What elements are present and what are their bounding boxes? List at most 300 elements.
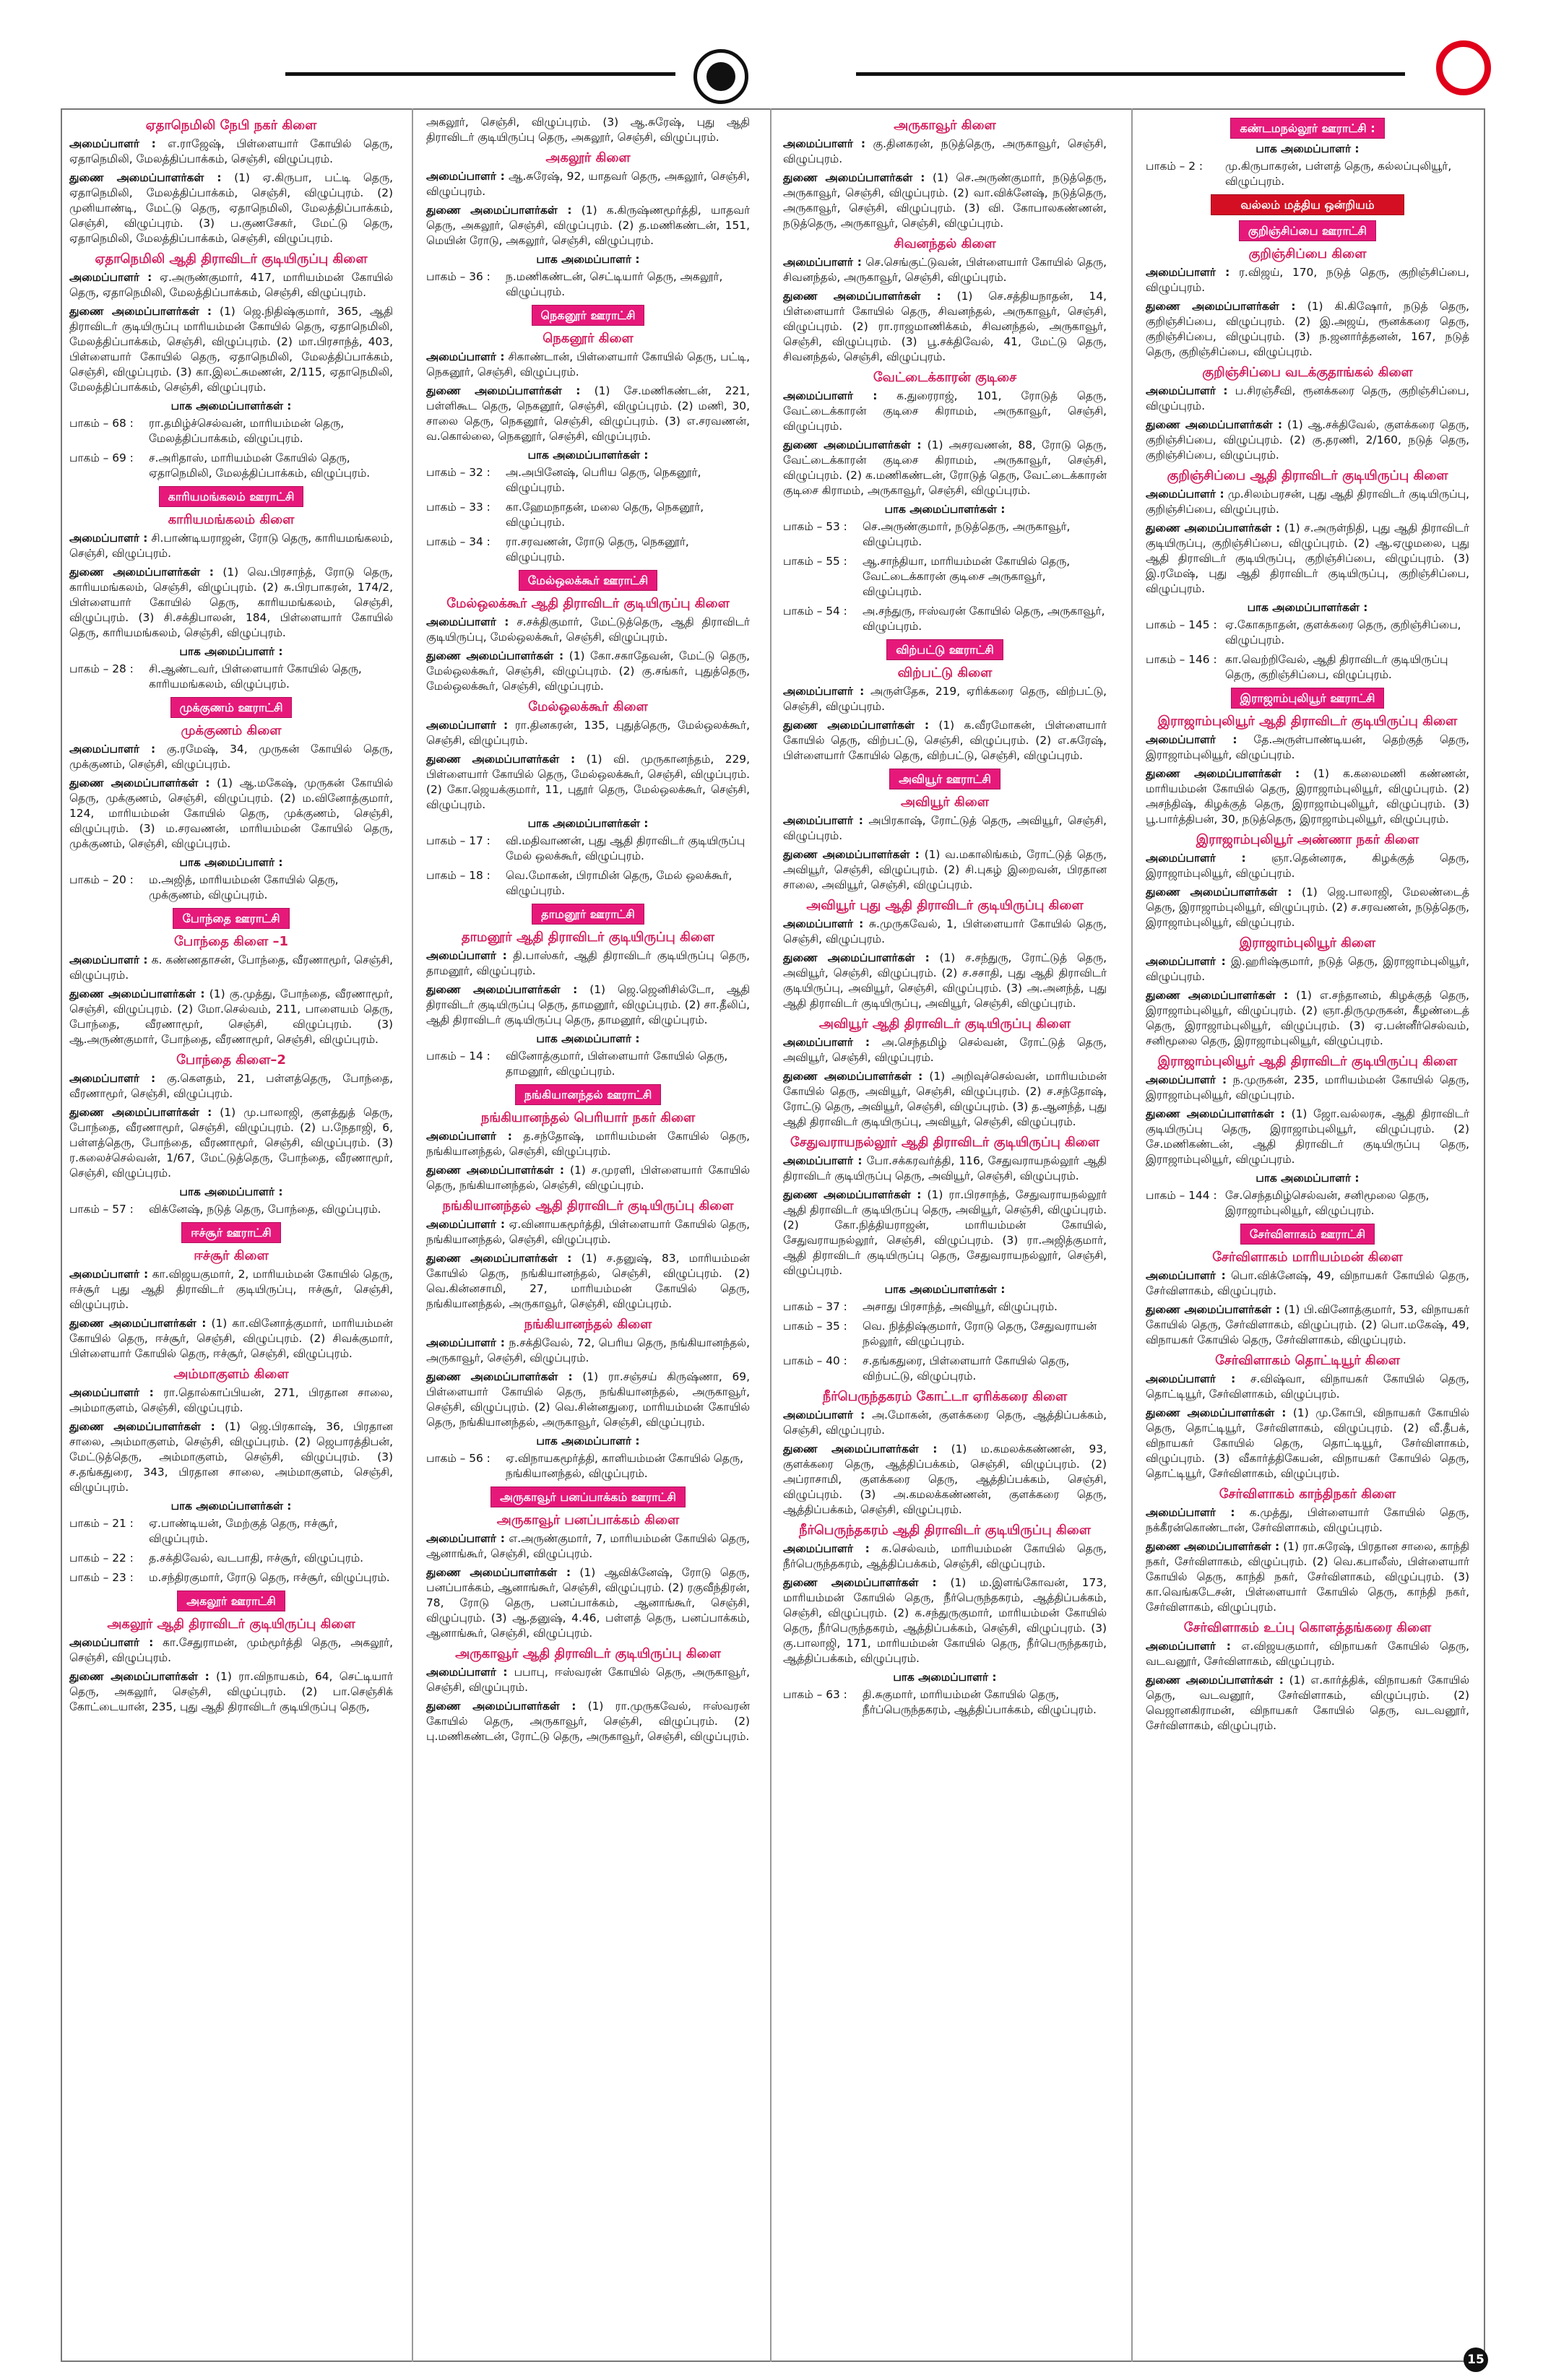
organizer-entry bbox=[1146, 1539, 1469, 1615]
booth-organizer-details: செ.அருண்குமார், நடுத்தெரு, அருகாவூர், விழுப்புரம். bbox=[863, 520, 1071, 548]
booth-organizers-heading: பாக அமைப்பாளர்கள் : bbox=[884, 503, 1006, 516]
booth-entry bbox=[426, 1049, 750, 1079]
organizer-entry bbox=[783, 847, 1107, 893]
organizer-role: அமைப்பாளர் : bbox=[426, 719, 509, 732]
organizer-details: செ.செங்குட்டுவன், பிள்ளையார் கோயில் தெரு, சிவனந்தல், அருகாவூர், செஞ்சி, விழுப்புரம். bbox=[783, 256, 1107, 284]
booth-organizer-details: கா.ஹேமநாதன், மலை தெரு, நெகனூர், விழுப்புரம். bbox=[506, 501, 704, 529]
organizer-entry bbox=[69, 531, 393, 561]
organizer-role: அமைப்பாளர் : bbox=[783, 137, 866, 150]
organizer-role: துணை அமைப்பாளர்கள் : bbox=[1146, 767, 1300, 780]
organizer-entry bbox=[426, 752, 750, 813]
booth-entry bbox=[426, 535, 750, 565]
organizer-entry bbox=[426, 1699, 750, 1744]
organizer-role: அமைப்பாளர் : bbox=[1146, 733, 1237, 746]
organizer-details: ஏ.அருண்குமார், 417, மாரியம்மன் கோயில் தெரு, ஏதாநெமிலி, மேலத்திப்பாக்கம், செஞ்சி, விழுப்புரம். bbox=[69, 271, 393, 299]
organizer-details: சிகாண்டான், பிள்ளையார் கோயில் தெரு, பட்டி, நெகனூர், செஞ்சி, விழுப்புரம். bbox=[426, 350, 750, 378]
organizer-details: (1) ஜெ.பிரகாஷ், 36, பிரதான சாலை, அம்மாகுளம், செஞ்சி, விழுப்புரம். (2) ஜெபாரத்திபன், மேட்டுத்தெரு, அம்மாகுளம், செஞ்சி, விழுப்புரம். (3) ச.தங்கதுரை, 343, பிரதான சாலை, அம்மாகுளம், செஞ்சி, விழுப்புரம். bbox=[69, 1420, 393, 1494]
organizer-entry bbox=[1146, 732, 1469, 763]
organizer-entry bbox=[426, 1369, 750, 1430]
organizer-details: அ.மோகன், குளக்கரை தெரு, ஆத்திப்பக்கம், செஞ்சி, விழுப்புரம். bbox=[783, 1408, 1107, 1437]
booth-entry bbox=[783, 554, 1107, 600]
organizer-details: (1) ஏ.கிருபா, பட்டி தெரு, ஏதாநெமிலி, மேலத்திப்பாக்கம், செஞ்சி, விழுப்புரம். (2) முனியாண்டி, மேட்டு தெரு, ஏதாநெமிலி, மேலத்திப்பாக்கம், செஞ்சி, விழுப்புரம். (3) ப.குணசேகர், மேட்டு தெரு, ஏதாநெமிலி, மேலத்திப்பாக்கம், செஞ்சி, விழுப்புரம். bbox=[69, 171, 393, 245]
organizer-role: அமைப்பாளர் : bbox=[69, 1268, 149, 1281]
booth-number: பாகம் – 146 : bbox=[1146, 653, 1217, 666]
booth-number: பாகம் – 37 : bbox=[783, 1300, 847, 1313]
organizer-entry bbox=[1146, 1673, 1469, 1734]
organizer-entry bbox=[69, 776, 393, 852]
organizer-entry bbox=[1146, 1073, 1469, 1103]
organizer-entry bbox=[426, 1217, 750, 1247]
column-3 bbox=[783, 113, 1107, 2348]
branch-title: நெகனூர் கிளை bbox=[543, 331, 634, 346]
organizer-entry bbox=[426, 948, 750, 979]
organizer-entry bbox=[426, 1163, 750, 1193]
organizer-role: அமைப்பாளர் : bbox=[1146, 852, 1246, 865]
booth-number: பாகம் – 40 : bbox=[783, 1354, 847, 1367]
organizer-details: (1) எ.கார்த்திக், விநாயகர் கோயில் தெரு, வடவனூர், சேர்விளாகம், விழுப்புரம். (2) வெஜானகிராமன், விநாயகர் கோயில் தெரு, வடவனூர், சேர்விளாகம், விழுப்புரம். bbox=[1146, 1674, 1469, 1732]
organizer-entry bbox=[1146, 1268, 1469, 1299]
organizer-details: (1) ஜெ.நிதிஷ்குமார், 365, ஆதி திராவிடர் குடியிருப்பு மாரியம்மன் கோயில் தெரு, ஏதாநெமிலி, மேலத்திப்பாக்கம், செஞ்சி, விழுப்புரம். (2) மா.பிரசாந்த், 403, பிள்ளையார் கோயில் தெரு, ஏதாநெமிலி, மேலத்திப்பாக்கம், செஞ்சி, விழுப்புரம். (3) கா.இலட்சுமணன், 2/115, ஏதாநெமிலி, மேலத்திப்பாக்கம், செஞ்சி, விழுப்புரம். bbox=[69, 305, 393, 394]
organizer-details: (1) வெ.பிரசாந்த், ரோடு தெரு, காரியமங்கலம், செஞ்சி, விழுப்புரம். (2) சு.பிரபாகரன், 174/2, பிள்ளையார் கோயில் தெரு, காரியமங்கலம், செஞ்சி, விழுப்புரம். (3) சி.சக்திபாலன், 184, பிள்ளையார் கோயில் தெரு, காரியமங்கலம், செஞ்சி, விழுப்புரம். bbox=[69, 566, 393, 639]
booth-number: பாகம் – 32 : bbox=[426, 466, 490, 479]
organizer-details: (1) ஜெ.ஜெனிசில்டோ, ஆதி திராவிடர் குடியிருப்பு தெரு, தாமனூர், விழுப்புரம். (2) சா.தீலிப், ஆதி திராவிடர் குடியிருப்பு தெரு, தாமனூர், விழுப்புரம். bbox=[426, 983, 750, 1026]
booth-entry bbox=[426, 269, 750, 300]
organizer-role: துணை அமைப்பாளர்கள் : bbox=[783, 171, 925, 184]
organizer-entry bbox=[426, 718, 750, 748]
booth-entry bbox=[1146, 618, 1469, 648]
organizer-role: அமைப்பாளர் : bbox=[783, 1542, 870, 1555]
branch-title: அவியூர் ஆதி திராவிடர் குடியிருப்பு கிளை bbox=[818, 1016, 1071, 1031]
organizer-entry bbox=[426, 115, 750, 145]
column-divider bbox=[1131, 108, 1133, 2362]
organizer-details: ந.முருகன், 235, மாரியம்மன் கோயில் தெரு, இராஜாம்புலியூர், விழுப்புரம். bbox=[1146, 1073, 1469, 1102]
booth-organizer-details: ரா.தமிழ்ச்செல்வன், மாரியம்மன் தெரு, மேலத்திப்பாக்கம், விழுப்புரம். bbox=[149, 417, 345, 445]
organizer-details: (1) கு.முத்து, போந்தை, வீரணாமூர், செஞ்சி, விழுப்புரம். (2) மோ.செல்வம், 211, பாளையம் தெரு, போந்தை, வீரணாமூர், செஞ்சி, விழுப்புரம். (3) ஆ.அருண்குமார், போந்தை, வீரணாமூர், செஞ்சி, விழுப்புரம். bbox=[69, 987, 393, 1046]
organizer-entry bbox=[783, 438, 1107, 498]
branch-title: நங்கியானந்தல் கிளை bbox=[524, 1317, 652, 1332]
organizer-entry bbox=[1146, 1107, 1469, 1167]
panchayat-heading bbox=[69, 1222, 393, 1243]
booth-organizers-heading: பாக அமைப்பாளர்கள் : bbox=[527, 449, 649, 462]
organizer-role: துணை அமைப்பாளர்கள் : bbox=[426, 204, 572, 217]
organizer-entry bbox=[69, 1419, 393, 1495]
organizer-role: அமைப்பாளர் : bbox=[1146, 1372, 1236, 1385]
organizer-role: துணை அமைப்பாளர்கள் : bbox=[783, 951, 930, 964]
organizer-role: அமைப்பாளர் : bbox=[426, 1532, 505, 1545]
branch-title: அருகாவூர் ஆதி திராவிடர் குடியிருப்பு கிளை bbox=[455, 1646, 721, 1661]
organizer-entry bbox=[1146, 417, 1469, 463]
organizer-details: கு.கௌதம், 21, பள்ளத்தெரு, போந்தை, வீரணாமூர், செஞ்சி, விழுப்புரம். bbox=[69, 1072, 393, 1100]
booth-number: பாகம் – 17 : bbox=[426, 834, 490, 847]
organizer-role: அமைப்பாளர் : bbox=[426, 350, 505, 363]
booth-number: பாகம் – 23 : bbox=[69, 1571, 134, 1584]
organizer-role: துணை அமைப்பாளர்கள் : bbox=[1146, 989, 1289, 1002]
panchayat-heading bbox=[783, 769, 1107, 789]
booth-entry bbox=[426, 465, 750, 496]
organizer-role: அமைப்பாளர் : bbox=[1146, 1269, 1226, 1282]
organizer-role: அமைப்பாளர் : bbox=[69, 1386, 154, 1399]
booth-number: பாகம் – 54 : bbox=[783, 605, 847, 618]
branch-title: இராஜாம்புலியூர் அண்ணா நகர் கிளை bbox=[1196, 832, 1419, 847]
booth-number: பாகம் – 68 : bbox=[69, 417, 134, 430]
organizer-details: (1) எ.சந்தானம், கிழக்குத் தெரு, இராஜாம்புலியூர், விழுப்புரம். (2) ஞா.திருமுருகன், கீழண்டைத் தெரு, இராஜாம்புலியூர், விழுப்புரம். (3) ஏ.பன்னீர்செல்வம், சனிமூலை தெரு, இராஜாம்புலியூர், விழுப்புரம். bbox=[1146, 989, 1469, 1047]
organizer-details: எ.அருண்குமார், 7, மாரியம்மன் கோயில் தெரு, ஆனாங்கூர், செஞ்சி, விழுப்புரம். bbox=[426, 1532, 750, 1560]
organizer-role: அமைப்பாளர் : bbox=[69, 743, 156, 756]
booth-entry bbox=[783, 1319, 1107, 1349]
organizer-entry bbox=[426, 203, 750, 248]
panchayat-heading bbox=[69, 1591, 393, 1611]
booth-entry bbox=[783, 519, 1107, 550]
organizer-role: அமைப்பாளர் : bbox=[783, 917, 864, 930]
organizer-entry bbox=[426, 384, 750, 444]
organizer-entry bbox=[783, 1154, 1107, 1184]
booth-number: பாகம் – 35 : bbox=[783, 1320, 847, 1333]
organizer-entry bbox=[1146, 885, 1469, 930]
organizer-entry bbox=[69, 270, 393, 300]
organizer-details: (1) க.கலைமணி கண்ணன், மாரியம்மன் கோயில் தெரு, இராஜாம்புலியூர், விழுப்புரம். (2) அசந்திஷ், கிழக்குத் தெரு, இராஜாம்புலியூர், விழுப்புரம். (3) பூ.பார்த்திபன், 30, நடுத்தெரு, இராஜாம்புலியூர், விழுப்புரம். bbox=[1146, 767, 1469, 826]
organizer-role: அமைப்பாளர் : bbox=[783, 1036, 870, 1049]
booth-organizer-details: ந.மணிகண்டன், செட்டியார் தெரு, அகலூர், விழுப்புரம். bbox=[506, 270, 723, 298]
organizer-entry bbox=[783, 1541, 1107, 1572]
column-2 bbox=[426, 113, 750, 2348]
booth-organizer-details: வெ.மோகன், பிராமின் தெரு, மேல் ஒலக்கூர், விழுப்புரம். bbox=[506, 869, 732, 897]
organizer-details: எ.ராஜேஷ், பிள்ளையார் கோயில் தெரு, ஏதாநெமிலி, மேலத்திப்பாக்கம், செஞ்சி, விழுப்புரம். bbox=[69, 137, 393, 165]
booth-organizer-details: ஏ.பாண்டியன், மேற்குத் தெரு, ஈச்சூர், விழுப்புரம். bbox=[149, 1517, 338, 1545]
panchayat-heading-label: கண்டமநல்லூர் ஊராட்சி : bbox=[1230, 118, 1384, 139]
organizer-entry bbox=[69, 304, 393, 395]
panchayat-heading-label: விற்பட்டு ஊராட்சி bbox=[886, 639, 1003, 660]
organizer-entry bbox=[426, 1251, 750, 1312]
organizer-role: துணை அமைப்பாளர்கள் : bbox=[1146, 1303, 1281, 1316]
organizer-details: த.சந்தோஷ், மாரியம்மன் கோயில் தெரு, நங்கியானந்தல், செஞ்சி, விழுப்புரம். bbox=[426, 1130, 750, 1158]
booth-organizers-heading: பாக அமைப்பாளர்கள் : bbox=[170, 399, 292, 412]
organizer-role: துணை அமைப்பாளர்கள் : bbox=[1146, 1540, 1280, 1553]
panchayat-heading-label: காரியமங்கலம் ஊராட்சி bbox=[159, 486, 304, 507]
branch-title: போந்தை கிளை –1 bbox=[174, 934, 288, 949]
page-number: 15 bbox=[1464, 2347, 1488, 2372]
booth-organizer-details: ஆ.சாந்தியா, மாரியம்மன் கோயில் தெரு, வேட்டைக்காரன் குடிசை அருகாவூர், விழுப்புரம். bbox=[863, 555, 1071, 598]
booth-entry bbox=[69, 451, 393, 481]
organizer-details: (1) கா.வினோத்குமார், மாரியம்மன் கோயில் தெரு, ஈச்சூர், செஞ்சி, விழுப்புரம். (2) சிவக்குமார், பிள்ளையார் கோயில் தெரு, ஈச்சூர், செஞ்சி, விழுப்புரம். bbox=[69, 1317, 393, 1360]
organizer-role: அமைப்பாளர் : bbox=[1146, 1640, 1231, 1653]
organizer-details: (1) ஜோ.வல்லரசு, ஆதி திராவிடர் குடியிருப்பு தெரு, இராஜாம்புலியூர், விழுப்புரம். (2) சே.மணிகண்டன், ஆதி திராவிடர் குடியிருப்பு தெரு, இராஜாம்புலியூர், விழுப்புரம். bbox=[1146, 1107, 1469, 1166]
organizer-details: தி.பாஸ்கர், ஆதி திராவிடர் குடியிருப்பு தெரு, தாமனூர், விழுப்புரம். bbox=[426, 949, 750, 977]
organizer-entry bbox=[783, 1408, 1107, 1438]
panchayat-heading-label: இராஜாம்புலியூர் ஊராட்சி bbox=[1231, 688, 1385, 709]
organizer-entry bbox=[426, 982, 750, 1028]
organizer-role: துணை அமைப்பாளர்கள் : bbox=[1146, 886, 1292, 899]
organizer-entry bbox=[783, 1575, 1107, 1666]
organizer-entry bbox=[69, 742, 393, 772]
organizer-role: அமைப்பாளர் : bbox=[426, 170, 505, 183]
organizer-details: க.செல்வம், மாரியம்மன் கோயில் தெரு, நீர்பெருந்தகரம், ஆத்திப்பக்கம், செஞ்சி, விழுப்புரம். bbox=[783, 1542, 1107, 1570]
organizer-role: துணை அமைப்பாளர்கள் : bbox=[426, 384, 581, 397]
organizer-role: துணை அமைப்பாளர்கள் : bbox=[1146, 1674, 1284, 1687]
organizer-details: (1) ஆ.மகேஷ், முருகன் கோயில் தெரு, முக்குணம், செஞ்சி, விழுப்புரம். (2) ம.வினோத்குமார், 124, மாரியம்மன் கோயில் தெரு, முக்குணம், செஞ்சி, விழுப்புரம். (3) ம.சரவணன், மாரியம்மன் கோயில் தெரு, முக்குணம், செஞ்சி, விழுப்புரம். bbox=[69, 776, 393, 850]
panchayat-heading-label: தாமனூர் ஊராட்சி bbox=[532, 904, 644, 925]
booth-number: பாகம் – 21 : bbox=[69, 1517, 134, 1530]
organizer-details: (1) ஆவிக்னேஷ், ரோடு தெரு, பனப்பாக்கம், ஆனாங்கூர், செஞ்சி, விழுப்புரம். (2) ரகுவீந்திரன், 78, ரோடு தெரு, பனப்பாக்கம், ஆனாங்கூர், செஞ்சி, விழுப்புரம். (3) ஆ.தனுஷ், 4.46, பள்ளத் தெரு, பனப்பாக்கம், ஆனாங்கூர், செஞ்சி, விழுப்புரம். bbox=[426, 1566, 750, 1640]
booth-number: பாகம் – 56 : bbox=[426, 1452, 490, 1465]
booth-number: பாகம் – 20 : bbox=[69, 873, 134, 886]
branch-title: மேல்ஒலக்கூர் ஆதி திராவிடர் குடியிருப்பு கிளை bbox=[446, 596, 730, 611]
organizer-role: துணை அமைப்பாளர்கள் : bbox=[1146, 522, 1281, 535]
panchayat-heading bbox=[69, 908, 393, 929]
organizer-details: தே.அருள்பாண்டியன், தெற்குத் தெரு, இராஜாம்புலியூர், விழுப்புரம். bbox=[1146, 733, 1469, 761]
organizer-entry bbox=[69, 1635, 393, 1666]
organizer-details: (1) ஆ.சக்திவேல், குளக்கரை தெரு, குறிஞ்சிப்பை, விழுப்புரம். (2) கு.தரணி, 2/160, நடுத் தெரு, குறிஞ்சிப்பை, விழுப்புரம். bbox=[1146, 418, 1469, 462]
organizer-role: துணை அமைப்பாளர்கள் : bbox=[783, 1070, 923, 1083]
organizer-entry bbox=[1146, 1302, 1469, 1348]
organizer-details: எ.விஜயகுமார், விநாயகர் கோயில் தெரு, வடவனூர், சேர்விளாகம், விழுப்புரம். bbox=[1146, 1640, 1469, 1668]
column-1 bbox=[69, 113, 393, 2348]
organizer-role: துணை அமைப்பாளர்கள் : bbox=[69, 1106, 212, 1119]
booth-organizers-heading: பாக அமைப்பாளர் : bbox=[179, 856, 283, 869]
column-divider bbox=[412, 108, 413, 2362]
branch-title: சேர்விளாகம் காந்திநகர் கிளை bbox=[1219, 1487, 1396, 1502]
party-logo-icon bbox=[693, 49, 748, 104]
branch-title: சேர்விளாகம் மாரியம்மன் கிளை bbox=[1212, 1250, 1403, 1265]
booth-entry bbox=[783, 1687, 1107, 1718]
organizer-entry bbox=[783, 1442, 1107, 1518]
booth-number: பாகம் – 63 : bbox=[783, 1688, 847, 1701]
organizer-details: கு.ரமேஷ், 34, முருகன் கோயில் தெரு, முக்குணம், செஞ்சி, விழுப்புரம். bbox=[69, 743, 393, 771]
organizer-role: துணை அமைப்பாளர்கள் : bbox=[426, 649, 564, 662]
organizer-entry bbox=[1146, 1406, 1469, 1481]
organizer-entry bbox=[1146, 384, 1469, 414]
panchayat-heading bbox=[1146, 1224, 1469, 1245]
organizer-entry bbox=[426, 649, 750, 694]
panchayat-heading-label: வல்லம் மத்திய ஒன்றியம் bbox=[1211, 194, 1404, 215]
panchayat-heading-label: நெகனூர் ஊராட்சி bbox=[532, 305, 645, 326]
booth-entry bbox=[426, 868, 750, 899]
branch-title: குறிஞ்சிப்பை ஆதி திராவிடர் குடியிருப்பு கிளை bbox=[1167, 468, 1448, 483]
booth-organizer-details: ச.தங்கதுரை, பிள்ளையார் கோயில் தெரு, விற்பட்டு, விழுப்புரம். bbox=[863, 1354, 1070, 1382]
organizer-entry bbox=[426, 1565, 750, 1641]
organizer-entry bbox=[783, 718, 1107, 763]
booth-organizer-details: அ.சந்துரு, ஈஸ்வரன் கோயில் தெரு, அருகாவூர், விழுப்புரம். bbox=[863, 605, 1105, 633]
organizer-details: (1) ச.முரளி, பிள்ளையார் கோயில் தெரு, நங்கியானந்தல், செஞ்சி, விழுப்புரம். bbox=[426, 1164, 750, 1192]
panchayat-heading bbox=[426, 305, 750, 326]
organizer-role: துணை அமைப்பாளர்கள் : bbox=[783, 1188, 922, 1201]
booth-number: பாகம் – 69 : bbox=[69, 451, 134, 464]
organizer-role: அமைப்பாளர் : bbox=[69, 137, 156, 150]
organizer-details: (1) க.வீரமோகன், பிள்ளையார் கோயில் தெரு, விற்பட்டு, செஞ்சி, விழுப்புரம். (2) எ.சுரேஷ், பிள்ளையார் கோயில் தெரு, விற்பட்டு, செஞ்சி, விழுப்புரம். bbox=[783, 719, 1107, 762]
booth-organizer-details: ம.சந்திரகுமார், ரோடு தெரு, ஈச்சூர், விழுப்புரம். bbox=[149, 1571, 390, 1584]
booth-entry bbox=[69, 1516, 393, 1546]
booth-number: பாகம் – 34 : bbox=[426, 535, 490, 548]
organizer-role: அமைப்பாளர் : bbox=[426, 615, 509, 628]
organizer-role: அமைப்பாளர் : bbox=[1146, 384, 1228, 397]
branch-title: அருகாவூர் கிளை bbox=[894, 118, 996, 133]
panchayat-heading-label: அகலூர் ஊராட்சி bbox=[177, 1591, 285, 1611]
organizer-role: துணை அமைப்பாளர்கள் : bbox=[69, 776, 210, 789]
organizer-role: அமைப்பாளர் : bbox=[69, 532, 148, 545]
branch-title: நங்கியானந்தல் ஆதி திராவிடர் குடியிருப்பு கிளை bbox=[442, 1198, 734, 1213]
organizer-entry bbox=[69, 1105, 393, 1181]
panchayat-heading bbox=[426, 570, 750, 591]
branch-title: இராஜாம்புலியூர் ஆதி திராவிடர் குடியிருப்பு கிளை bbox=[1157, 1054, 1458, 1069]
branch-title: ஏதாநெமிலி ஆதி திராவிடர் குடியிருப்பு கிளை bbox=[95, 251, 368, 267]
branch-title: நீர்பெருந்தகரம் கோட்டா ஏரிக்கரை கிளை bbox=[822, 1389, 1068, 1404]
branch-title: மேல்ஒலக்கூர் கிளை bbox=[528, 699, 648, 714]
organizer-details: (1) வி. முருகானந்தம், 229, பிள்ளையார் கோயில் தெரு, மேல்ஒலக்கூர், செஞ்சி, விழுப்புரம். (2) கோ.ஜெயக்குமார், 11, புதூர் தெரு, மேல்ஒலக்கூர், செஞ்சி, விழுப்புரம். bbox=[426, 753, 750, 811]
organizer-entry bbox=[69, 1385, 393, 1416]
organizer-details: சு.முருகவேல், 1, பிள்ளையார் கோயில் தெரு, செஞ்சி, விழுப்புரம். bbox=[783, 917, 1107, 945]
organizer-details: (1) செ.சத்தியநாதன், 14, பிள்ளையார் கோயில் தெரு, சிவனந்தல், அருகாவூர், செஞ்சி, விழுப்புரம். (2) ரா.ராஜமாணிக்கம், சிவனந்தல், அருகாவூர், செஞ்சி, விழுப்புரம். (3) பூ.சக்திவேல், 41, மேட்டு தெரு, சிவனந்தல், செஞ்சி, விழுப்புரம். bbox=[783, 290, 1107, 363]
branch-title: அவியூர் கிளை bbox=[900, 795, 990, 810]
panchayat-heading-label: அருகாவூர் பனப்பாக்கம் ஊராட்சி bbox=[490, 1487, 686, 1507]
booth-organizer-details: வெ. நித்திஷ்குமார், ரோடு தெரு, சேதுவராயன் நல்லூர், விழுப்புரம். bbox=[863, 1320, 1097, 1348]
panchayat-heading bbox=[69, 486, 393, 507]
organizer-details: ஞா.தென்னரசு, கிழக்குத் தெரு, இராஜாம்புலியூர், விழுப்புரம். bbox=[1146, 852, 1469, 880]
organizer-entry bbox=[783, 1069, 1107, 1130]
panchayat-heading-label: மேல்ஒலக்கூர் ஊராட்சி bbox=[519, 570, 657, 591]
booth-entry bbox=[69, 662, 393, 692]
booth-entry bbox=[426, 834, 750, 864]
booth-organizer-details: கா.வெற்றிவேல், ஆதி திராவிடர் குடியிருப்பு தெரு, குறிஞ்சிப்பை, விழுப்புரம். bbox=[1225, 653, 1448, 681]
booth-organizer-details: சே.செந்தமிழ்செல்வன், சனிமூலை தெரு, இராஜாம்புலியூர், விழுப்புரம். bbox=[1225, 1189, 1430, 1217]
organizer-entry bbox=[1146, 954, 1469, 985]
booth-entry bbox=[69, 873, 393, 903]
booth-number: பாகம் – 144 : bbox=[1146, 1189, 1217, 1202]
booth-organizer-details: சி.ஆண்டவர், பிள்ளையார் கோயில் தெரு, காரியமங்கலம், விழுப்புரம். bbox=[149, 662, 362, 691]
organizer-role: அமைப்பாளர் : bbox=[1146, 955, 1226, 968]
organizer-role: அமைப்பாளர் : bbox=[783, 256, 862, 269]
panchayat-heading-label: போந்தை ஊராட்சி bbox=[173, 908, 289, 929]
branch-title: இராஜாம்புலியூர் ஆதி திராவிடர் குடியிருப்பு கிளை bbox=[1157, 714, 1458, 729]
organizer-details: க.துரைராஜ், 101, ரோடுத் தெரு, வேட்டைக்காரன் குடிசை கிராமம், அருகாவூர், செஞ்சி, விழுப்புரம். bbox=[783, 389, 1107, 433]
panchayat-heading-label: குறிஞ்சிப்பை ஊராட்சி bbox=[1239, 220, 1376, 241]
booth-entry bbox=[69, 1202, 393, 1217]
booth-organizer-details: அ.அபினேஷ், பெரிய தெரு, நெகனூர், விழுப்புரம். bbox=[506, 466, 701, 494]
organizer-role: துணை அமைப்பாளர்கள் : bbox=[426, 1252, 572, 1265]
organizer-role: துணை அமைப்பாளர்கள் : bbox=[783, 1442, 938, 1455]
branch-title: வேட்டைக்காரன் குடிசை bbox=[873, 370, 1017, 385]
organizer-details: ப.சிரஞ்சீவி, ரூனக்கரை தெரு, குறிஞ்சிப்பை, விழுப்புரம். bbox=[1146, 384, 1469, 412]
organizer-details: (1) வ.மகாலிங்கம், ரோட்டுத் தெரு, அவியூர், செஞ்சி, விழுப்புரம். (2) சி.புகழ் இறைவன், பிரதான சாலை, அவியூர், செஞ்சி, விழுப்புரம். bbox=[783, 848, 1107, 891]
booth-number: பாகம் – 22 : bbox=[69, 1552, 134, 1565]
organizer-details: (1) அசரவணன், 88, ரோடு தெரு, வேட்டைக்காரன் குடிசை கிராமம், அருகாவூர், செஞ்சி, விழுப்புரம். (2) க.மணிகண்டன், ரோடுத் தெரு, வேட்டைக்காரன் குடிசை கிராமம், அருகாவூர், செஞ்சி, விழுப்புரம். bbox=[783, 438, 1107, 497]
organizer-details: மு.சிலம்பரசன், புது ஆதி திராவிடர் குடியிருப்பு, குறிஞ்சிப்பை, விழுப்புரம். bbox=[1146, 488, 1469, 516]
booth-entry bbox=[1146, 652, 1469, 683]
organizer-entry bbox=[1146, 1639, 1469, 1669]
panchayat-heading bbox=[426, 1084, 750, 1105]
booth-entry bbox=[69, 1551, 393, 1566]
branch-title: அவியூர் புது ஆதி திராவிடர் குடியிருப்பு கிளை bbox=[806, 898, 1084, 913]
organizer-entry bbox=[783, 813, 1107, 844]
header-rule-left bbox=[285, 72, 675, 76]
organizer-details: (1) அறிவுச்செல்வன், மாரியம்மன் கோயில் தெரு, அவியூர், செஞ்சி, விழுப்புரம். (2) ச.சந்தோஷ், ரோட்டு தெரு, அவியூர், செஞ்சி, விழுப்புரம். (3) த.ஆனந்த், புது ஆதி திராவிடர் குடியிருப்பு, அவியூர், செஞ்சி, விழுப்புரம். bbox=[783, 1070, 1107, 1128]
organizer-entry bbox=[69, 137, 393, 167]
organizer-role: துணை அமைப்பாளர்கள் : bbox=[426, 1700, 576, 1713]
organizer-details: ரா.தினகரன், 135, புதுத்தெரு, மேல்ஒலக்கூர், செஞ்சி, விழுப்புரம். bbox=[426, 719, 750, 747]
organizer-details: (1) ரா.முருகவேல், ஈஸ்வரன் கோயில் தெரு, அருகாவூர், செஞ்சி, விழுப்புரம். (2) பு.மணிகண்டன், ரோட்டு தெரு, அருகாவூர், செஞ்சி, விழுப்புரம். bbox=[426, 1700, 750, 1743]
organizer-details: (1) செ.அருண்குமார், நடுத்தெரு, அருகாவூர், செஞ்சி, விழுப்புரம். (2) வா.விக்னேஷ், நடுத்தெரு, அருகாவூர், செஞ்சி, விழுப்புரம். (3) வி. கோபாலகண்ணன், நடுத்தெரு, அருகாவூர், செஞ்சி, விழுப்புரம். bbox=[783, 171, 1107, 230]
booth-organizer-details: விக்னேஷ், நடுத் தெரு, போந்தை, விழுப்புரம். bbox=[149, 1203, 381, 1216]
organizer-role: அமைப்பாளர் : bbox=[426, 1218, 505, 1231]
organizer-role: துணை அமைப்பாளர்கள் : bbox=[1146, 418, 1283, 431]
panchayat-heading-label: அவியூர் ஊராட்சி bbox=[889, 769, 1000, 789]
organizer-details: (1) க.கிருஷ்ணமூர்த்தி, யாதவர் தெரு, அகலூர், செஞ்சி, விழுப்புரம். (2) த.மணிகண்டன், 151, மெயின் ரோடு, அகலூர், செஞ்சி, விழுப்புரம். bbox=[426, 204, 750, 247]
panchayat-heading bbox=[1146, 220, 1469, 241]
organizer-entry bbox=[69, 987, 393, 1047]
header-rule-right bbox=[856, 72, 1405, 76]
organizer-entry bbox=[69, 953, 393, 983]
booth-organizer-details: ச.அரிதாஸ், மாரியம்மன் கோயில் தெரு, ஏதாநெமிலி, மேலத்திப்பாக்கம், விழுப்புரம். bbox=[149, 451, 371, 480]
booth-organizer-details: மு.கிருபாகரன், பள்ளத் தெரு, கல்லப்புலியூர், விழுப்புரம். bbox=[1225, 160, 1452, 188]
organizer-role: துணை அமைப்பாளர்கள் : bbox=[783, 1576, 937, 1589]
organizer-details: (1) மு.கோபி, விநாயகர் கோயில் தெரு, தொட்டியூர், சேர்விளாகம், விழுப்புரம். (2) வீ.தீபக், விநாயகர் கோயில் தெரு, தொட்டியூர், சேர்விளாகம், விழுப்புரம். (3) வீகார்த்திகேயன், விநாயகர் கோயில் தெரு, தொட்டியூர், சேர்விளாகம், விழுப்புரம். bbox=[1146, 1406, 1469, 1480]
organizer-role: அமைப்பாளர் : bbox=[426, 1666, 508, 1679]
organizer-details: (1) ரா.விநாயகம், 64, செட்டியார் தெரு, அகலூர், செஞ்சி, விழுப்புரம். (2) பா.செஞ்சிக் கோட்டையான், 235, புது ஆதி திராவிடர் குடியிருப்பு தெரு, bbox=[69, 1670, 393, 1713]
organizer-details: பொ.விக்னேஷ், 49, விநாயகர் கோயில் தெரு, சேர்விளாகம், விழுப்புரம். bbox=[1146, 1269, 1469, 1297]
column-4 bbox=[1146, 113, 1469, 2348]
booth-organizer-details: தி.சுகுமார், மாரியம்மன் கோயில் தெரு, நீர்ப்பெருந்தகரம், ஆத்திப்பாக்கம், விழுப்புரம். bbox=[863, 1688, 1097, 1716]
organizer-role: துணை அமைப்பாளர்கள் : bbox=[69, 566, 214, 579]
booth-organizers-heading: பாக அமைப்பாளர் : bbox=[179, 645, 283, 658]
branch-title: குறிஞ்சிப்பை கிளை bbox=[1248, 246, 1367, 261]
organizer-details: (1) மு.பாலாஜி, குளத்துத் தெரு, போந்தை, வீரணாமூர், செஞ்சி, விழுப்புரம். (2) ப.நேதாஜி, 6, பள்ளத்தெரு, போந்தை, வீரணாமூர், செஞ்சி, விழுப்புரம். (3) ர.கலைச்செல்வன், 1/67, மேட்டுத்தெரு, போந்தை, வீரணாமூர், செஞ்சி, விழுப்புரம். bbox=[69, 1106, 393, 1180]
branch-title: சிவனந்தல் கிளை bbox=[894, 236, 996, 251]
booth-number: பாகம் – 28 : bbox=[69, 662, 134, 675]
column-divider bbox=[770, 108, 772, 2362]
organizer-entry bbox=[783, 137, 1107, 167]
booth-number: பாகம் – 145 : bbox=[1146, 618, 1217, 631]
organizer-details: சி.பாண்டியராஜன், ரோடு தெரு, காரியமங்கலம், செஞ்சி, விழுப்புரம். bbox=[69, 532, 393, 560]
booth-organizers-heading: பாக அமைப்பாளர்கள் : bbox=[884, 1283, 1006, 1296]
booth-number: பாகம் – 57 : bbox=[69, 1203, 134, 1216]
organizer-details: (1) ச.சந்துரு, ரோட்டுத் தெரு, அவியூர், செஞ்சி, விழுப்புரம். (2) ச.சசாதி, புது ஆதி திராவிடர் குடியிருப்பு, அவியூர், செஞ்சி, விழுப்புரம். (3) அ.அனந்த், புது ஆதி திராவிடர் குடியிருப்பு, அவியூர், செஞ்சி, விழுப்புரம். bbox=[783, 951, 1107, 1010]
red-ring-icon bbox=[1436, 40, 1491, 95]
organizer-role: துணை அமைப்பாளர்கள் : bbox=[69, 1317, 207, 1330]
organizer-entry bbox=[426, 1336, 750, 1366]
organizer-details: அருள்தேசு, 219, ஏரிக்கரை தெரு, விற்பட்டு, செஞ்சி, விழுப்புரம். bbox=[783, 685, 1107, 713]
organizer-details: போ.சக்கரவர்த்தி, 116, சேதுவராயநல்லூர் ஆதி திராவிடர் குடியிருப்பு தெரு, அவியூர், செஞ்சி, விழுப்புரம். bbox=[783, 1154, 1107, 1182]
organizer-details: (1) ரா.சஞ்சய் கிருஷ்ணா, 69, பிள்ளையார் கோயில் தெரு, நங்கியானந்தல், அருகாவூர், செஞ்சி, விழுப்புரம். (2) வெ.சின்னதுரை, மாரியம்மன் கோயில் தெரு, நங்கியானந்தல், அருகாவூர், செஞ்சி, விழுப்புரம். bbox=[426, 1370, 750, 1429]
booth-entry bbox=[783, 1354, 1107, 1384]
organizer-entry bbox=[1146, 766, 1469, 827]
booth-organizer-details: வி.மதிவாணன், புது ஆதி திராவிடர் குடியிருப்பு மேல் ஒலக்கூர், விழுப்புரம். bbox=[506, 834, 745, 862]
branch-title: சேர்விளாகம் தொட்டியூர் கிளை bbox=[1215, 1353, 1400, 1368]
organizer-entry bbox=[783, 1187, 1107, 1278]
booth-organizer-details: அசாது பிரசாந்த், அவியூர், விழுப்புரம். bbox=[863, 1300, 1058, 1313]
branch-title: காரியமங்கலம் கிளை bbox=[168, 512, 295, 527]
booth-entry bbox=[783, 604, 1107, 634]
branch-title: போந்தை கிளை–2 bbox=[176, 1052, 286, 1068]
organizer-details: (1) ரா.சுரேஷ், பிரதான சாலை, காந்தி நகர், சேர்விளாகம், விழுப்புரம். (2) வெ.கபாலீஸ், பிள்ளையார் கோயில் தெரு, காந்தி நகர், சேர்விளாகம், விழுப்புரம். (3) கா.வெங்கடேசன், பிள்ளையார் கோயில் தெரு, காந்தி நகர், சேர்விளாகம், விழுப்புரம். bbox=[1146, 1540, 1469, 1614]
booth-organizer-details: ஏ.கோகநாதன், குளக்கரை தெரு, குறிஞ்சிப்பை, விழுப்புரம். bbox=[1225, 618, 1461, 646]
organizer-role: அமைப்பாளர் : bbox=[69, 1636, 154, 1649]
booth-entry bbox=[426, 1451, 750, 1481]
organizer-entry bbox=[783, 289, 1107, 365]
booth-organizer-details: ம.அஜித், மாரியம்மன் கோயில் தெரு, முக்குணம், விழுப்புரம். bbox=[149, 873, 339, 901]
organizer-entry bbox=[1146, 988, 1469, 1049]
page-header bbox=[0, 0, 1543, 108]
organizer-role: அமைப்பாளர் : bbox=[1146, 1073, 1227, 1086]
booth-organizer-details: ரா.சரவணன், ரோடு தெரு, நெகனூர், விழுப்புரம். bbox=[506, 535, 689, 563]
booth-number: பாகம் – 18 : bbox=[426, 869, 490, 882]
organizer-entry bbox=[783, 389, 1107, 434]
panchayat-heading-label: ஈச்சூர் ஊராட்சி bbox=[181, 1222, 280, 1243]
booth-number: பாகம் – 53 : bbox=[783, 520, 847, 533]
panchayat-heading bbox=[1146, 118, 1469, 139]
organizer-details: அபிரகாஷ், ரோட்டுத் தெரு, அவியூர், செஞ்சி, விழுப்புரம். bbox=[783, 814, 1107, 842]
organizer-role: துணை அமைப்பாளர்கள் : bbox=[69, 171, 222, 184]
organizer-role: அமைப்பாளர் : bbox=[783, 814, 863, 827]
organizer-role: அமைப்பாளர் : bbox=[426, 949, 507, 962]
booth-organizer-details: வினோத்குமார், பிள்ளையார் கோயில் தெரு, தாமனூர், விழுப்புரம். bbox=[506, 1050, 728, 1078]
